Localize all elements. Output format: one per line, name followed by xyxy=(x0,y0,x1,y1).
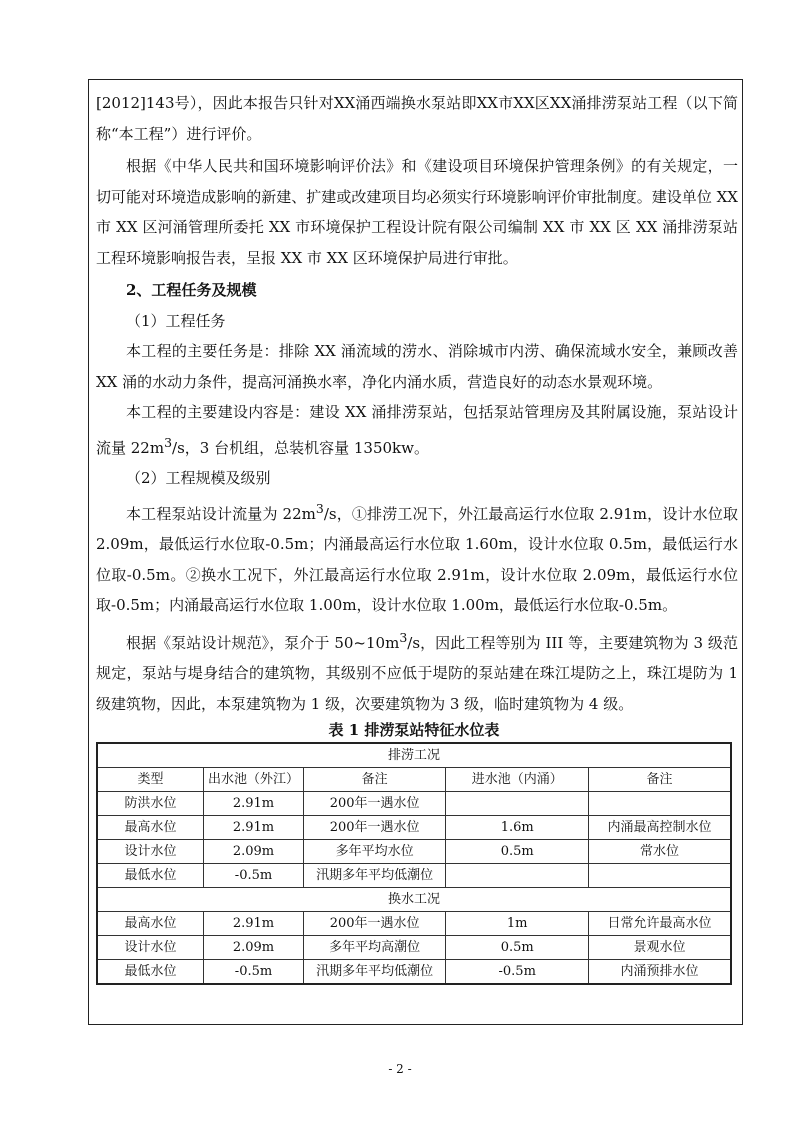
table-cell: 最高水位 xyxy=(97,912,204,936)
table-cell: -0.5m xyxy=(446,960,589,985)
table-cell: -0.5m xyxy=(204,864,304,888)
text-fragment: /s，①排涝工况下，外江最高运行水位取 2.91m，设计水位取 2.09m，最低运行水位取-0.5m；内涌最高运行水位取 1.60m，设计水位取 0.5m，最低运行水位取-0.5m。②换水工况下，外江最高运行水位取 2.91m，设计水位取 2.09m，最低运行水位取-0.5m；内涌最高运行水位取 1.00m，设计水位取 1.00m，最低运行水位取-0.5m。 xyxy=(96,504,738,614)
table-cell: 日常允许最高水位 xyxy=(589,912,732,936)
superscript: 3 xyxy=(164,434,173,450)
table-cell xyxy=(446,792,589,816)
table-cell: 200年一遇水位 xyxy=(303,792,446,816)
table-cell: 最高水位 xyxy=(97,816,204,840)
text-fragment: 根据《泵站设计规范》，泵介于 50~10m xyxy=(126,633,400,652)
table-cell xyxy=(446,864,589,888)
text-fragment: /s，因此工程等别为 III 等，主要建筑物为 3 级范规定，泵站与堤身结合的建筑物，其级别不应低于堤防的泵站建在珠江堤防之上，珠江堤防为 1 级建筑物，因此，本泵建筑物为 1 级，次要建筑物为 3 级，临时建筑物为 4 级。 xyxy=(96,633,738,713)
text-fragment: 本工程的主要建设内容是：建设 XX 涌排涝泵站，包括泵站管理房及其附属设施，泵站设计流量 22m xyxy=(96,403,738,457)
table-cell: 2.91m xyxy=(204,912,304,936)
table-cell: 0.5m xyxy=(446,840,589,864)
table-cell: 1m xyxy=(446,912,589,936)
column-header: 备注 xyxy=(303,768,446,792)
paragraph-main-task: 本工程的主要任务是：排除 XX 涌流域的涝水、消除城市内涝、确保流域水安全，兼顾改善 XX 涌的水动力条件，提高河涌换水率，净化内涌水质，营造良好的动态水景观环境。 xyxy=(96,342,738,391)
table-row xyxy=(97,864,731,888)
table-title: 表 1 排涝泵站特征水位表 xyxy=(328,721,500,739)
superscript: 3 xyxy=(315,500,324,516)
table-cell: 设计水位 xyxy=(97,936,204,960)
table-cell: 200年一遇水位 xyxy=(303,816,446,840)
table-row xyxy=(97,792,731,816)
paragraph-construction xyxy=(96,397,738,463)
paragraph-water-levels xyxy=(96,494,738,621)
table-cell: 200年一遇水位 xyxy=(303,912,446,936)
text-fragment: /s，3 台机组，总装机容量 1350kw。 xyxy=(172,438,429,457)
table-cell: 多年平均水位 xyxy=(303,840,446,864)
table-cell: 2.09m xyxy=(204,936,304,960)
table-cell: 2.09m xyxy=(204,840,304,864)
table-row xyxy=(97,960,731,985)
table-row xyxy=(97,816,731,840)
table-row xyxy=(97,912,731,936)
table-cell: 内涌预排水位 xyxy=(589,960,732,985)
table-row xyxy=(97,936,731,960)
water-level-table xyxy=(96,742,732,985)
page-number: - 2 - xyxy=(388,1062,412,1076)
table-cell: 景观水位 xyxy=(589,936,732,960)
table-cell: 多年平均高潮位 xyxy=(303,936,446,960)
column-header: 类型 xyxy=(97,768,204,792)
section-header-drainage: 排涝工况 xyxy=(97,743,731,768)
column-header: 进水池（内涌） xyxy=(446,768,589,792)
text-fragment: 本工程泵站设计流量为 22m xyxy=(126,504,316,523)
column-header: 备注 xyxy=(589,768,732,792)
table-row xyxy=(97,840,731,864)
table-cell: 汛期多年平均低潮位 xyxy=(303,864,446,888)
subsection-task: （1）工程任务 xyxy=(126,311,226,330)
table-cell: 最低水位 xyxy=(97,864,204,888)
section-heading: 2、工程任务及规模 xyxy=(126,281,257,299)
table-cell xyxy=(589,864,732,888)
table-cell: 常水位 xyxy=(589,840,732,864)
document-body xyxy=(96,88,738,719)
table-cell: 0.5m xyxy=(446,936,589,960)
column-header: 出水池（外江） xyxy=(204,768,304,792)
table-cell: 防洪水位 xyxy=(97,792,204,816)
table-cell: 1.6m xyxy=(446,816,589,840)
table-cell: 2.91m xyxy=(204,816,304,840)
table-cell xyxy=(589,792,732,816)
table-cell: 设计水位 xyxy=(97,840,204,864)
paragraph-intro: [2012]143号），因此本报告只针对XX涌西端换水泵站即XX市XX区XX涌排涝泵站工程（以下简称“本工程”）进行评价。 xyxy=(96,94,738,143)
paragraph-legal-basis: 根据《中华人民共和国环境影响评价法》和《建设项目环境保护管理条例》的有关规定，一切可能对环境造成影响的新建、扩建或改建项目均必须实行环境影响评价审批制度。建设单位 XX 市 XX 区河涌管理所委托 XX 市环境保护工程设计院有限公司编制 XX 市 XX 区 XX 涌排涝泵站工程环境影响报告表，呈报 XX 市 XX 区环境保护局进行审批。 xyxy=(96,157,738,267)
subsection-scale: （2）工程规模及级别 xyxy=(126,469,271,487)
paragraph-grade xyxy=(96,623,738,720)
superscript: 3 xyxy=(399,629,408,645)
table-cell: 汛期多年平均低潮位 xyxy=(303,960,446,985)
table-cell: -0.5m xyxy=(204,960,304,985)
section-header-water-exchange: 换水工况 xyxy=(97,888,731,912)
table-cell: 内涌最高控制水位 xyxy=(589,816,732,840)
table-cell: 2.91m xyxy=(204,792,304,816)
table-cell: 最低水位 xyxy=(97,960,204,985)
